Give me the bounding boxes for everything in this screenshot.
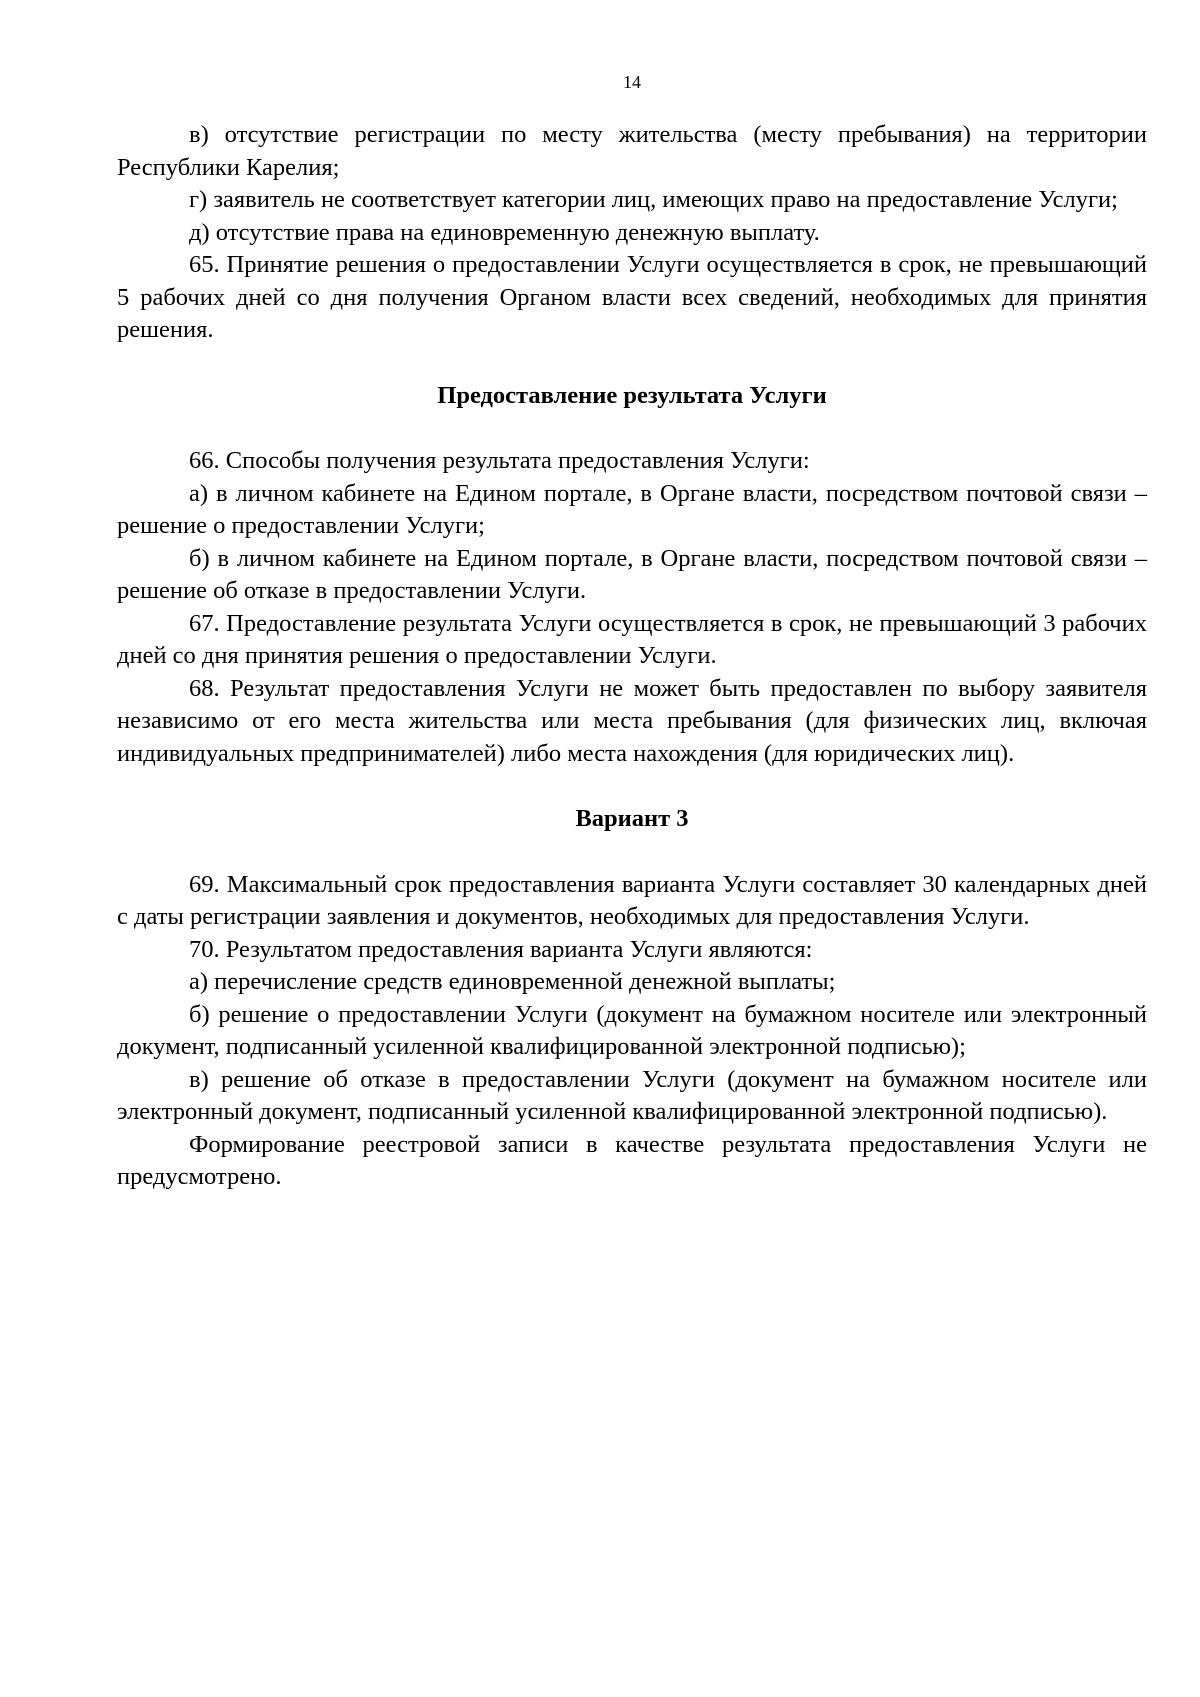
paragraph-registry-note: Формирование реестровой записи в качестве результата предоставления Услуги не предусмотрено.: [117, 1130, 1147, 1190]
paragraph-67: 67. Предоставление результата Услуги осуществляется в срок, не превышающий 3 рабочих дней со дня принятия решения о предоставлении Услуги.: [117, 609, 1147, 669]
paragraph-65: 65. Принятие решения о предоставлении Услуги осуществляется в срок, не превышающий 5 рабочих дней со дня получения Органом власти всех сведений, необходимых для принятия решения.: [117, 251, 1147, 343]
paragraph-item-g: г) заявитель не соответствует категории лиц, имеющих право на предоставление Услуги;: [189, 186, 1118, 213]
paragraph-70-v: в) решение об отказе в предоставлении Услуги (документ на бумажном носителе или электронный документ, подписанный усиленной квалифицированной электронной подписью).: [117, 1065, 1147, 1125]
paragraph-66-b: б) в личном кабинете на Едином портале, в Органе власти, посредством почтовой связи – решение об отказе в предоставлении Услуги.: [117, 544, 1147, 604]
paragraph-70: 70. Результатом предоставления варианта Услуги являются:: [189, 935, 813, 963]
document-body: [117, 119, 1147, 1194]
paragraph-66-a: а) в личном кабинете на Едином портале, в Органе власти, посредством почтовой связи – решение о предоставлении Услуги;: [117, 479, 1147, 539]
section-heading-result: Предоставление результата Услуги: [437, 381, 827, 409]
paragraph-70-b: б) решение о предоставлении Услуги (документ на бумажном носителе или электронный документ, подписанный усиленной квалифицированной электронной подписью);: [117, 1000, 1147, 1060]
section-heading-variant-3: Вариант 3: [575, 805, 689, 832]
paragraph-66: 66. Способы получения результата предоставления Услуги:: [189, 447, 810, 474]
page-number: 14: [623, 72, 641, 92]
paragraph-69: 69. Максимальный срок предоставления варианта Услуги составляет 30 календарных дней с даты регистрации заявления и документов, необходимых для предоставления Услуги.: [117, 870, 1147, 930]
paragraph-item-v: в) отсутствие регистрации по месту жительства (месту пребывания) на территории Республики Карелия;: [117, 121, 1147, 181]
paragraph-70-a: а) перечисление средств единовременной денежной выплаты;: [189, 968, 836, 995]
paragraph-item-d: д) отсутствие права на единовременную денежную выплату.: [189, 218, 820, 246]
paragraph-68: 68. Результат предоставления Услуги не может быть предоставлен по выбору заявителя независимо от его места жительства или места пребывания (для физических лиц, включая индивидуальных предпринимателей) либо места нахождения (для юридических лиц).: [117, 674, 1147, 767]
